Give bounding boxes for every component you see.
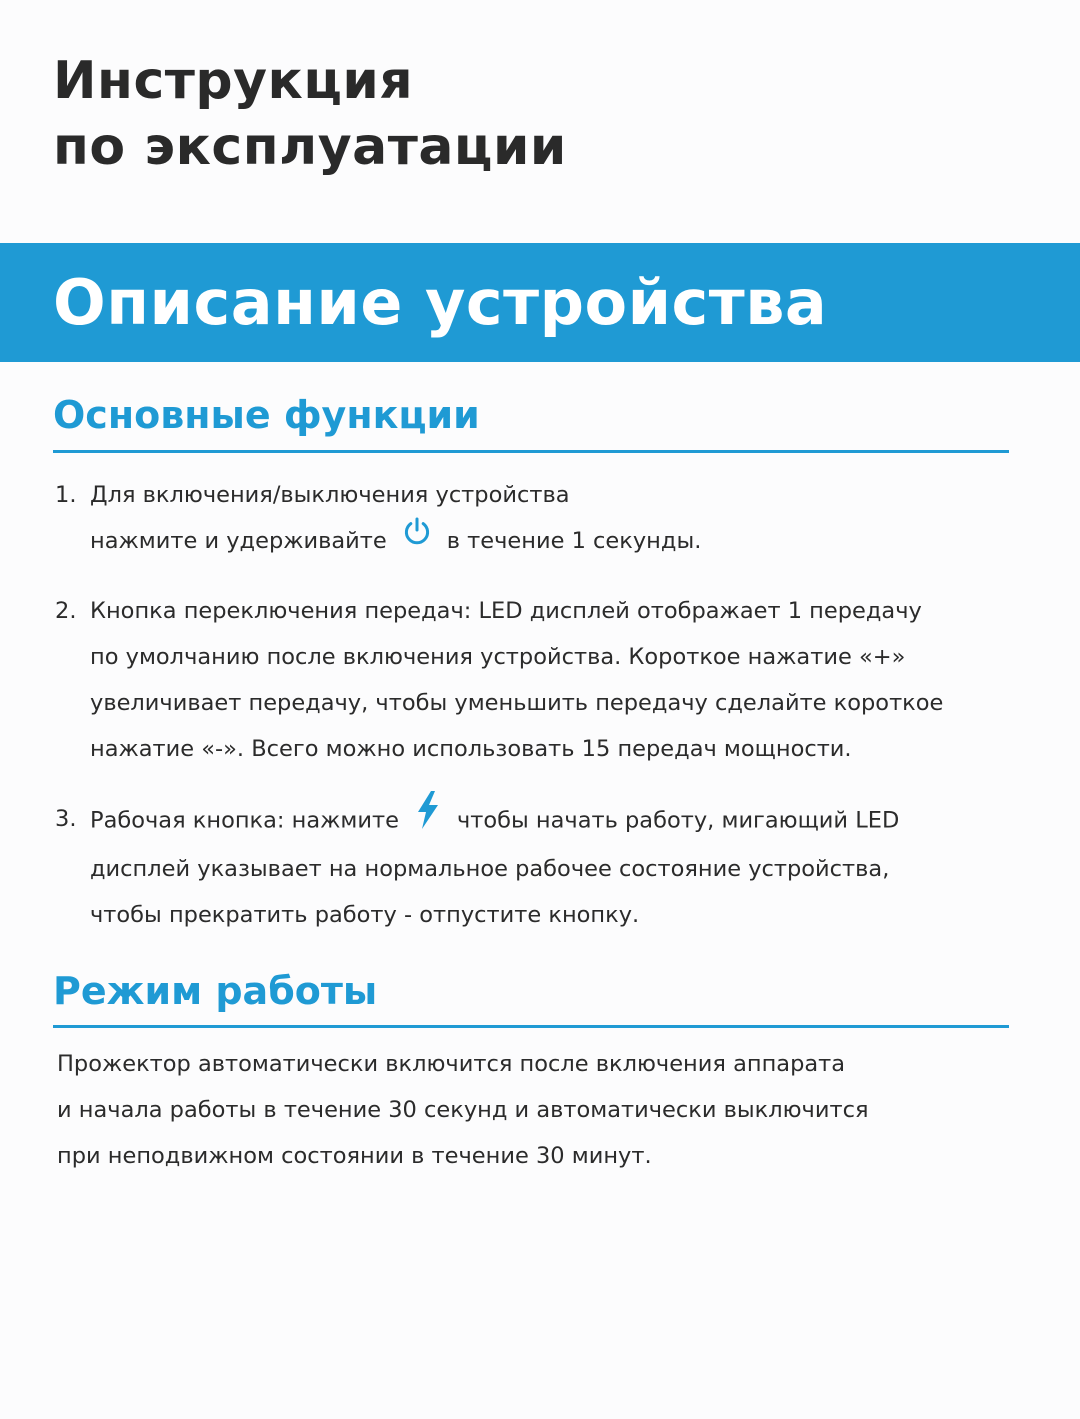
main-functions-header [53,390,1009,453]
step-line: Кнопка переключения передач: LED дисплей отображает 1 передачу [90,598,922,624]
step-line: чтобы прекратить работу - отпустите кнопку. [90,902,640,928]
step-number: 1. [55,482,77,508]
step-text: чтобы начать работу, мигающий LED [456,807,900,834]
step-line [90,796,995,846]
document-title [53,48,567,180]
step-text: Рабочая кнопка: нажмите [90,807,399,834]
lightning-icon [413,790,443,846]
step-line: дисплей указывает на нормальное рабочее состояние устройства, [90,856,890,882]
step-line [90,518,995,564]
banner-heading: Описание устройства [53,266,828,339]
step-3 [55,796,995,938]
work-mode-heading: Режим работы [53,969,378,1013]
step-number: 2. [55,598,77,624]
main-functions-heading: Основные функции [53,393,480,437]
step-text: в течение 1 секунды. [446,528,702,554]
work-mode-header [53,966,1009,1028]
work-mode-line: Прожектор автоматически включится после включения аппарата [57,1051,846,1077]
step-line: нажатие «-». Всего можно использовать 15 передач мощности. [90,736,852,762]
work-mode-description [57,1041,1017,1179]
document-title-line-2: по эксплуатации [53,117,567,177]
power-icon [401,515,433,563]
section-banner [0,243,1080,362]
step-text: нажмите и удерживайте [90,528,387,554]
step-1 [55,472,995,564]
work-mode-line: и начала работы в течение 30 секунд и автоматически выключится [57,1097,869,1123]
work-mode-line: при неподвижном состоянии в течение 30 минут. [57,1143,652,1169]
step-line: увеличивает передачу, чтобы уменьшить передачу сделайте короткое [90,690,944,716]
instruction-steps [55,472,995,938]
step-line: Для включения/выключения устройства [90,482,570,508]
step-2 [55,588,995,772]
step-line: по умолчанию после включения устройства. Короткое нажатие «+» [90,644,906,670]
step-number: 3. [55,806,77,832]
document-title-line-1: Инструкция [53,51,414,111]
